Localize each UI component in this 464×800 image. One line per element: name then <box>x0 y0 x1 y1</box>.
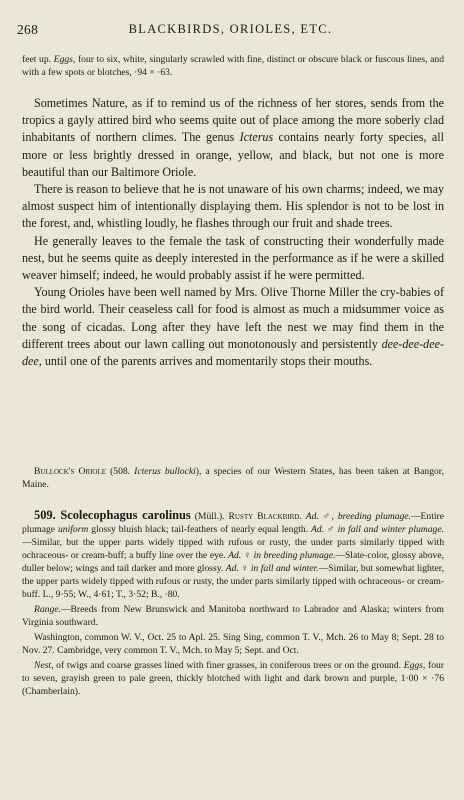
species-text-6: —Similar, but the upper parts widely tipped with rufous or rusty, the under parts similarly tipped with ochraceous- or cream-buff; a buffy line over the eye. <box>22 537 444 561</box>
page-number: 268 <box>17 22 39 37</box>
p4-text-c: , until one of the parents arrives and momentarily stops their mouths. <box>38 354 373 369</box>
species-uniform-word: uniform <box>57 524 89 535</box>
page-header <box>17 22 444 42</box>
range-text: —Breeds from New Brunswick and Manitoba northward to Labrador and Alaska; winters from Virginia southward. <box>22 604 444 628</box>
bullock-oriole-note <box>22 465 444 491</box>
plumage-adult-female-breeding: Ad. ♀ in breeding plumage. <box>228 550 336 561</box>
plumage-adult-male-fall: Ad. ♂ in fall and winter plumage. <box>311 524 444 535</box>
nest-intro-paragraph <box>22 53 444 79</box>
paragraph-nest-weaver: He generally leaves to the female the task of constructing their wonderfully made nest, but he seems quite as deeply interested in the performance as if he were a skilled weaver himself; indeed, he would probably assist if he were permitted. <box>22 233 444 283</box>
species-text-2: —Entire plumage <box>22 511 444 535</box>
nest-intro-eggs-label: Eggs <box>53 54 73 65</box>
plumage-adult-female-fall: Ad. ♀ in fall and winter. <box>225 563 319 574</box>
nest-eggs-label: Eggs <box>403 660 423 671</box>
species-text-4: glossy bluish black; tail-feathers of nearly equal length. <box>88 524 312 535</box>
p4-text-a: Young Orioles have been well named by Mrs. Olive Thorne Miller the cry-babies of the bird world. Their ceaseless call for food is almost as much a midsummer voice as the song of cicadas. Long after they have left the nest we may find them in the different trees about our lawn calling out monotonously and persistently <box>22 285 444 351</box>
bullock-scientific-name: Icterus bullocki <box>134 466 196 477</box>
narrative-block <box>22 95 444 370</box>
bullock-name: Bullock's Oriole <box>34 466 107 477</box>
nest-intro-block <box>22 53 444 79</box>
species-measurements: —Similar, but somewhat lighter, the upper parts widely tipped with rufous or rusty, the under parts similarly tipped with ochraceous- or cream-buff. L., 9·55; W., 4·61; T., 3·52; B., ·80. <box>22 563 444 600</box>
paragraph-young-orioles <box>22 284 444 370</box>
species-entry <box>22 509 444 698</box>
p4-call-dee: dee-dee-dee-dee <box>22 336 444 369</box>
nest-intro-text-a: feet up. <box>22 54 54 65</box>
bullock-text-a: (508. <box>106 466 135 477</box>
paragraph-nature <box>22 95 444 181</box>
species-heading: 509. Scolecophagus carolinus <box>34 508 191 522</box>
species-text-8: —Slate-color, glossy above, duller below; wings and tail darker and more glossy. <box>22 550 444 574</box>
species-common-name: Rusty Blackbird. <box>228 511 302 522</box>
nest-text-c: , four to seven, grayish green to pale green, thickly blotched with light and dark brown and purple, 1·00 × ·76 (Chamberlain). <box>22 660 444 697</box>
nest-label: Nest <box>34 660 52 671</box>
plumage-adult-male-breeding: Ad. ♂, breeding plumage. <box>305 511 411 522</box>
p1-text-c: contains nearly forty species, all more or less brightly dressed in orange, yellow, and black, but not one is more beautiful than our Baltimore Oriole. <box>22 130 444 179</box>
nest-paragraph <box>22 659 444 698</box>
p1-text-a: Sometimes Nature, as if to remind us of the richness of her stores, sends from the tropics a gayly attired bird who seems quite out of place among the more soberly clad inhabitants of northern climes. The genus <box>22 96 444 145</box>
nest-intro-text-c: , four to six, white, singularly scrawled with fine, distinct or obscure black or fuscous lines, and with a few spots or blotches, ·94 × ·63. <box>22 54 444 78</box>
running-head: BLACKBIRDS, ORIOLES, ETC. <box>128 22 333 36</box>
bullock-text-c: ), a species of our Western States, has been taken at Bangor, Maine. <box>22 466 444 490</box>
species-description <box>22 509 444 601</box>
records-paragraph: Washington, common W. V., Oct. 25 to Apl. 25. Sing Sing, common T. V., Mch. 26 to May 8; Sept. 28 to Nov. 27. Cambridge, very common T. V., Mch. to May 5; Sept. and Oct. <box>22 632 444 656</box>
bullock-paragraph <box>22 465 444 491</box>
range-paragraph <box>22 603 444 629</box>
nest-text-a: , of twigs and coarse grasses lined with finer grasses, in coniferous trees or on the ground. <box>51 660 404 671</box>
range-label: Range. <box>34 604 61 615</box>
p1-genus-icterus: Icterus <box>239 130 274 145</box>
species-authority: (Müll.). <box>190 511 229 522</box>
paragraph-charms: There is reason to believe that he is not unaware of his own charms; indeed, we may almost suspect him of intentionally displaying them. His splendor is not to be lost in the forest, and, whistling loudly, he flashes through our fruit and shade trees. <box>22 182 444 231</box>
